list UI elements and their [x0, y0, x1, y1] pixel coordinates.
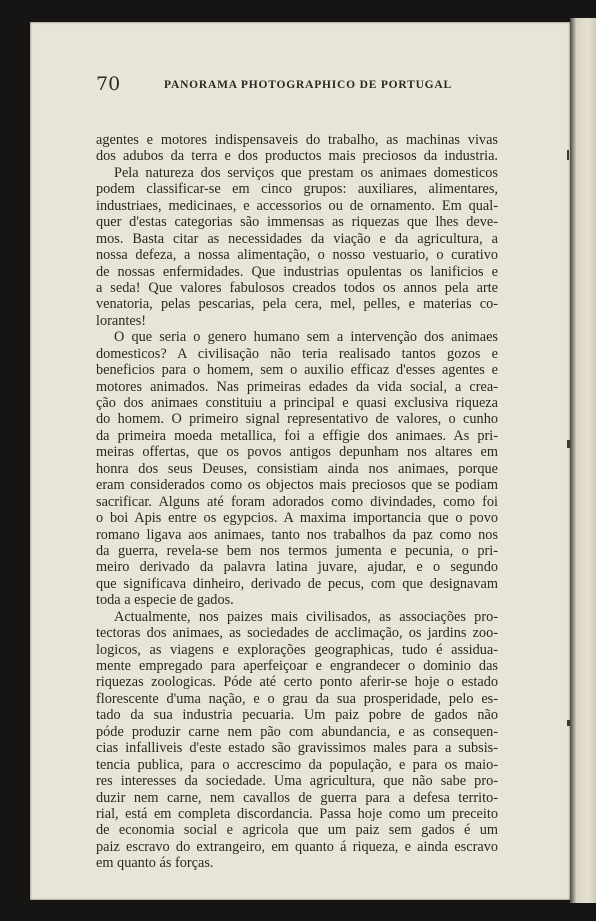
text-line: logicos, as viagens e explorações geographicas, tudo é assidua- — [96, 641, 498, 658]
text-line: tencia publica, para o accrescimo da população, e para os maio- — [96, 756, 498, 773]
text-line: duzir nem carne, nem cavallos de guerra para a defesa territo- — [96, 789, 498, 806]
text-line: industriaes, medicinaes, e accessorios ou de ornamento. Em qual- — [96, 197, 498, 214]
text-line: beneficios para o homem, sem o auxilio efficaz d'esses agentes e — [96, 362, 498, 379]
text-line: lorantes! — [96, 312, 147, 329]
body-text — [96, 132, 498, 872]
page-number: 70 — [96, 73, 121, 95]
text-line: podem classificar-se em cinco grupos: auxiliares, alimentares, — [96, 181, 498, 198]
text-line: eram considerados como os objectos mais preciosos que se podiam — [96, 477, 498, 494]
text-line: toda a especie de gados. — [96, 592, 234, 609]
text-line: tado da sua industria pecuaria. Um paiz pobre de gados não — [96, 707, 498, 724]
text-line: dos adubos da terra e dos productos mais preciosos da industria. — [96, 148, 498, 165]
text-line: mos. Basta citar as necessidades da viação e da agricultura, a — [96, 230, 498, 247]
text-line: motores animados. Nas primeiras edades da vida social, a crea- — [96, 378, 498, 395]
text-line: romano ligava aos animaes, tanto nos trabalhos da paz como nos — [96, 526, 498, 543]
text-line: da primeira moeda metallica, foi a effigie dos animaes. As pri- — [96, 427, 498, 444]
text-line: em quanto ás forças. — [96, 855, 214, 872]
next-page-edge — [570, 18, 596, 903]
text-line: quer d'estas categorias são immensas as riquezas que lhes deve- — [96, 214, 498, 231]
text-line: Pela natureza dos serviços que prestam os animaes domesticos — [114, 164, 498, 181]
text-line: paiz escravo do extrangeiro, em quanto á riqueza, e ainda escravo — [96, 838, 498, 855]
page-header — [66, 73, 506, 103]
text-line: de nossas enfermidades. Que industrias opulentas os lanificios e — [96, 263, 498, 280]
text-line: honra dos seus Deuses, consistiam ainda nos animaes, porque — [96, 460, 498, 477]
text-line: florescente d'uma nação, e o grau da sua prosperidade, pelo es- — [96, 690, 498, 707]
text-line: mente empregado para aperfeiçoar e engrandecer o dominio das — [96, 658, 498, 674]
text-line: agentes e motores indispensaveis do trabalho, as machinas vivas — [96, 132, 498, 148]
text-line: de economia social e agricola que um paiz sem gados é um — [96, 822, 498, 839]
text-line: meiro derivado da palavra latina juvare, ajudar, e o segundo — [96, 559, 498, 576]
text-line: cias infalliveis d'este estado são gravissimos males para a subsis- — [96, 740, 498, 757]
text-line: tectoras dos animaes, as sociedades de acclimação, os jardins zoo- — [96, 625, 498, 642]
text-line: a seda! Que valores fabulosos creados todos os annos pela arte — [96, 279, 498, 296]
text-line: venatoria, pelas pescarias, pela cera, mel, pelles, e materias co- — [96, 296, 498, 313]
text-line: do homem. O primeiro signal representativo de valores, o cunho — [96, 411, 498, 428]
text-line: sacrificar. Alguns até foram adorados como divindades, como foi — [96, 493, 498, 510]
text-line: nossa defeza, a nossa alimentação, o nosso vestuario, o curativo — [96, 247, 498, 264]
text-line: rial, está em completa discordancia. Passa hoje como um preceito — [96, 805, 498, 822]
text-line: ção dos animaes constituiu a principal e quasi exclusiva riqueza — [96, 395, 498, 411]
text-line: o boi Apis entre os egypcios. A maxima importancia que o povo — [96, 510, 498, 527]
text-line: póde produzir carne nem pão com abundancia, e as consequen- — [96, 723, 498, 740]
running-title: PANORAMA PHOTOGRAPHICO DE PORTUGAL — [164, 79, 452, 91]
text-line: domesticos? A civilisação não teria realisado tantos gozos e — [96, 345, 498, 362]
text-line: O que seria o genero humano sem a intervenção dos animaes — [114, 329, 498, 346]
text-line: meiras offertas, que os povos antigos depunham nos altares em — [96, 444, 498, 461]
text-line: Actualmente, nos paizes mais civilisados, as associações pro- — [114, 608, 498, 625]
text-line: riquezas zoologicas. Póde até certo ponto aferir-se hoje o estado — [96, 674, 498, 691]
text-line: da guerra, revela-se bem nos termos jumenta e pecunia, o pri- — [96, 542, 498, 559]
text-line: res interesses da sociedade. Uma agricultura, que não sabe pro- — [96, 773, 498, 790]
text-line: que significava dinheiro, derivado de pecus, com que designavam — [96, 575, 498, 592]
